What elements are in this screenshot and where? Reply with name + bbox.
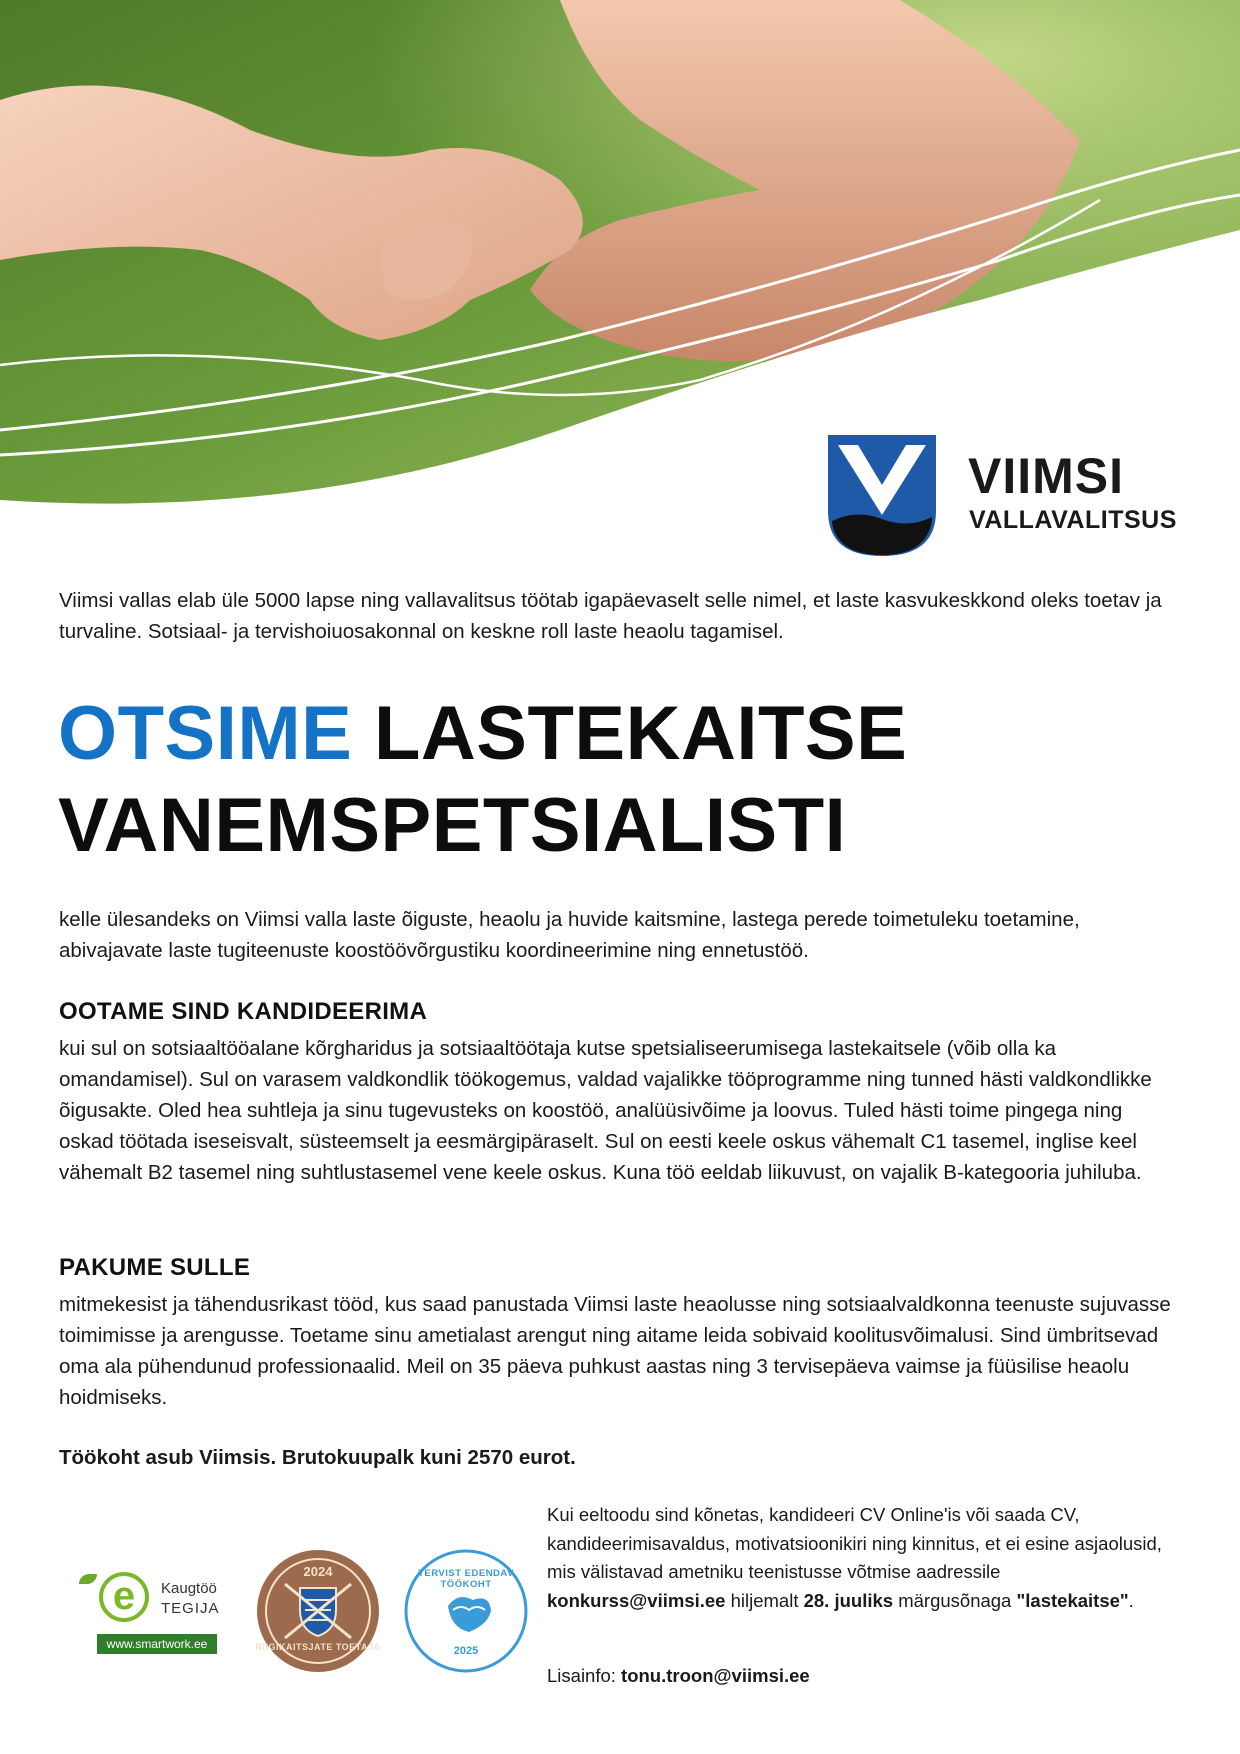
lead-paragraph: kelle ülesandeks on Viimsi valla laste õiguste, heaolu ja huvide kaitsmine, lastega perede toimetuleku toetamine, abivajavate laste tugiteenuste koostöövõrgustiku koordineerimine ning ennetustöö. <box>59 908 1080 962</box>
apply-end: . <box>1128 1589 1134 1611</box>
apply-deadline-prefix: hiljemalt <box>730 1589 799 1611</box>
smartwork-url: www.smartwork.ee <box>97 1634 217 1654</box>
info-label: Lisainfo: <box>547 1665 616 1686</box>
logo-subtitle: VALLAVALITSUS <box>969 506 1177 534</box>
ted-year: 2025 <box>453 1645 479 1657</box>
headline-line1: LASTEKAITSE <box>373 691 908 776</box>
seal-text: RIIGIKAITSJATE TOETAJA <box>255 1642 381 1652</box>
apply-paragraph <box>547 1501 1182 1615</box>
info-line <box>547 1665 810 1687</box>
apply-deadline: 28. juuliks <box>803 1589 894 1611</box>
info-email-link[interactable]: tonu.troon@viimsi.ee <box>621 1665 810 1686</box>
ted-text: TERVIST EDENDAV TÖÖKOHT <box>418 1568 514 1590</box>
apply-keyword: "lastekaitse" <box>1016 1589 1129 1611</box>
section-title-candidacy: OOTAME SIND KANDIDEERIMA <box>59 998 428 1025</box>
logo-name: VIIMSI <box>968 448 1125 504</box>
tervist-edendav-badge <box>403 1548 529 1674</box>
seal-year: 2024 <box>303 1564 333 1579</box>
salary-summary: Töökoht asub Viimsis. Brutokuupalk kuni 2570 eurot. <box>59 1446 576 1469</box>
leaf-icon <box>79 1574 97 1584</box>
section-title-offer: PAKUME SULLE <box>59 1254 251 1281</box>
headline-accent: OTSIME <box>58 691 353 776</box>
viimsi-logo <box>826 433 1186 558</box>
riigikaitsjate-seal <box>255 1548 381 1674</box>
smartwork-badge <box>77 1560 222 1660</box>
section-body-offer: mitmekesist ja tähendusrikast tööd, kus saad panustada Viimsi laste heaolusse ning sotsiaalvaldkonna teenuste sujuvasse toimimisse ja arengusse. Toetame sinu ametialast arengut ning aitame leida sobivaid koolitusvõimalusi. Sind ümbritsevad oma ala pühendunud professionaalid. Meil on 35 päeva puhkust aastas ning 3 tervisepäeva vaimse ja füüsilise heaolu hoidmiseks. <box>59 1293 1171 1409</box>
smartwork-line1: Kaugtöö <box>161 1580 217 1597</box>
apply-email-link[interactable]: konkurss@viimsi.ee <box>547 1589 726 1611</box>
viimsi-shield-icon <box>826 433 938 558</box>
section-body-candidacy: kui sul on sotsiaaltööalane kõrgharidus ja sotsiaaltöötaja kutse spetsialiseerumisega lastekaitsele (võib olla ka omandamisel). Sul on varasem valdkondlik töökogemus, valdad vajalikke tööprogramme ning tunned hästi valdkondlikke õigusakte. Oled hea suhtleja ja sinu tugevusteks on koostöö, analüüsivõime ja loovus. Tuled hästi toime pingega ning oskad töötada iseseisvalt, süsteemselt ja eesmärgipäraselt. Sul on eesti keele oskus vähemalt C1 tasemel, inglise keel vähemalt B2 tasemel ning suhtlustasemel vene keele oskus. Kuna töö eeldab liikuvust, on vajalik B-kategooria juhiluba. <box>59 1037 1152 1184</box>
headline-line2: VANEMSPETSIALISTI <box>58 783 847 868</box>
headline <box>58 688 907 872</box>
intro-paragraph: Viimsi vallas elab üle 5000 lapse ning vallavalitsus töötab igapäevaselt selle nimel, et laste kasvukeskkond oleks toetav ja turvaline. Sotsiaal- ja tervishoiuosakonnal on keskne roll laste heaolu tagamisel. <box>59 589 1162 643</box>
e-logo-icon: e <box>99 1572 149 1622</box>
apply-text: Kui eeltoodu sind kõnetas, kandideeri CV Online'is või saada CV, kandideerimisavaldus, motivatsioonikiri ning kinnitus, et ei esine asjaolusid, mis välistavad ametniku teenistusse võtmise aadressile <box>547 1504 1162 1582</box>
apply-keyword-prefix: märgusõnaga <box>898 1589 1012 1611</box>
smartwork-line2: TEGIJA <box>161 1600 220 1617</box>
